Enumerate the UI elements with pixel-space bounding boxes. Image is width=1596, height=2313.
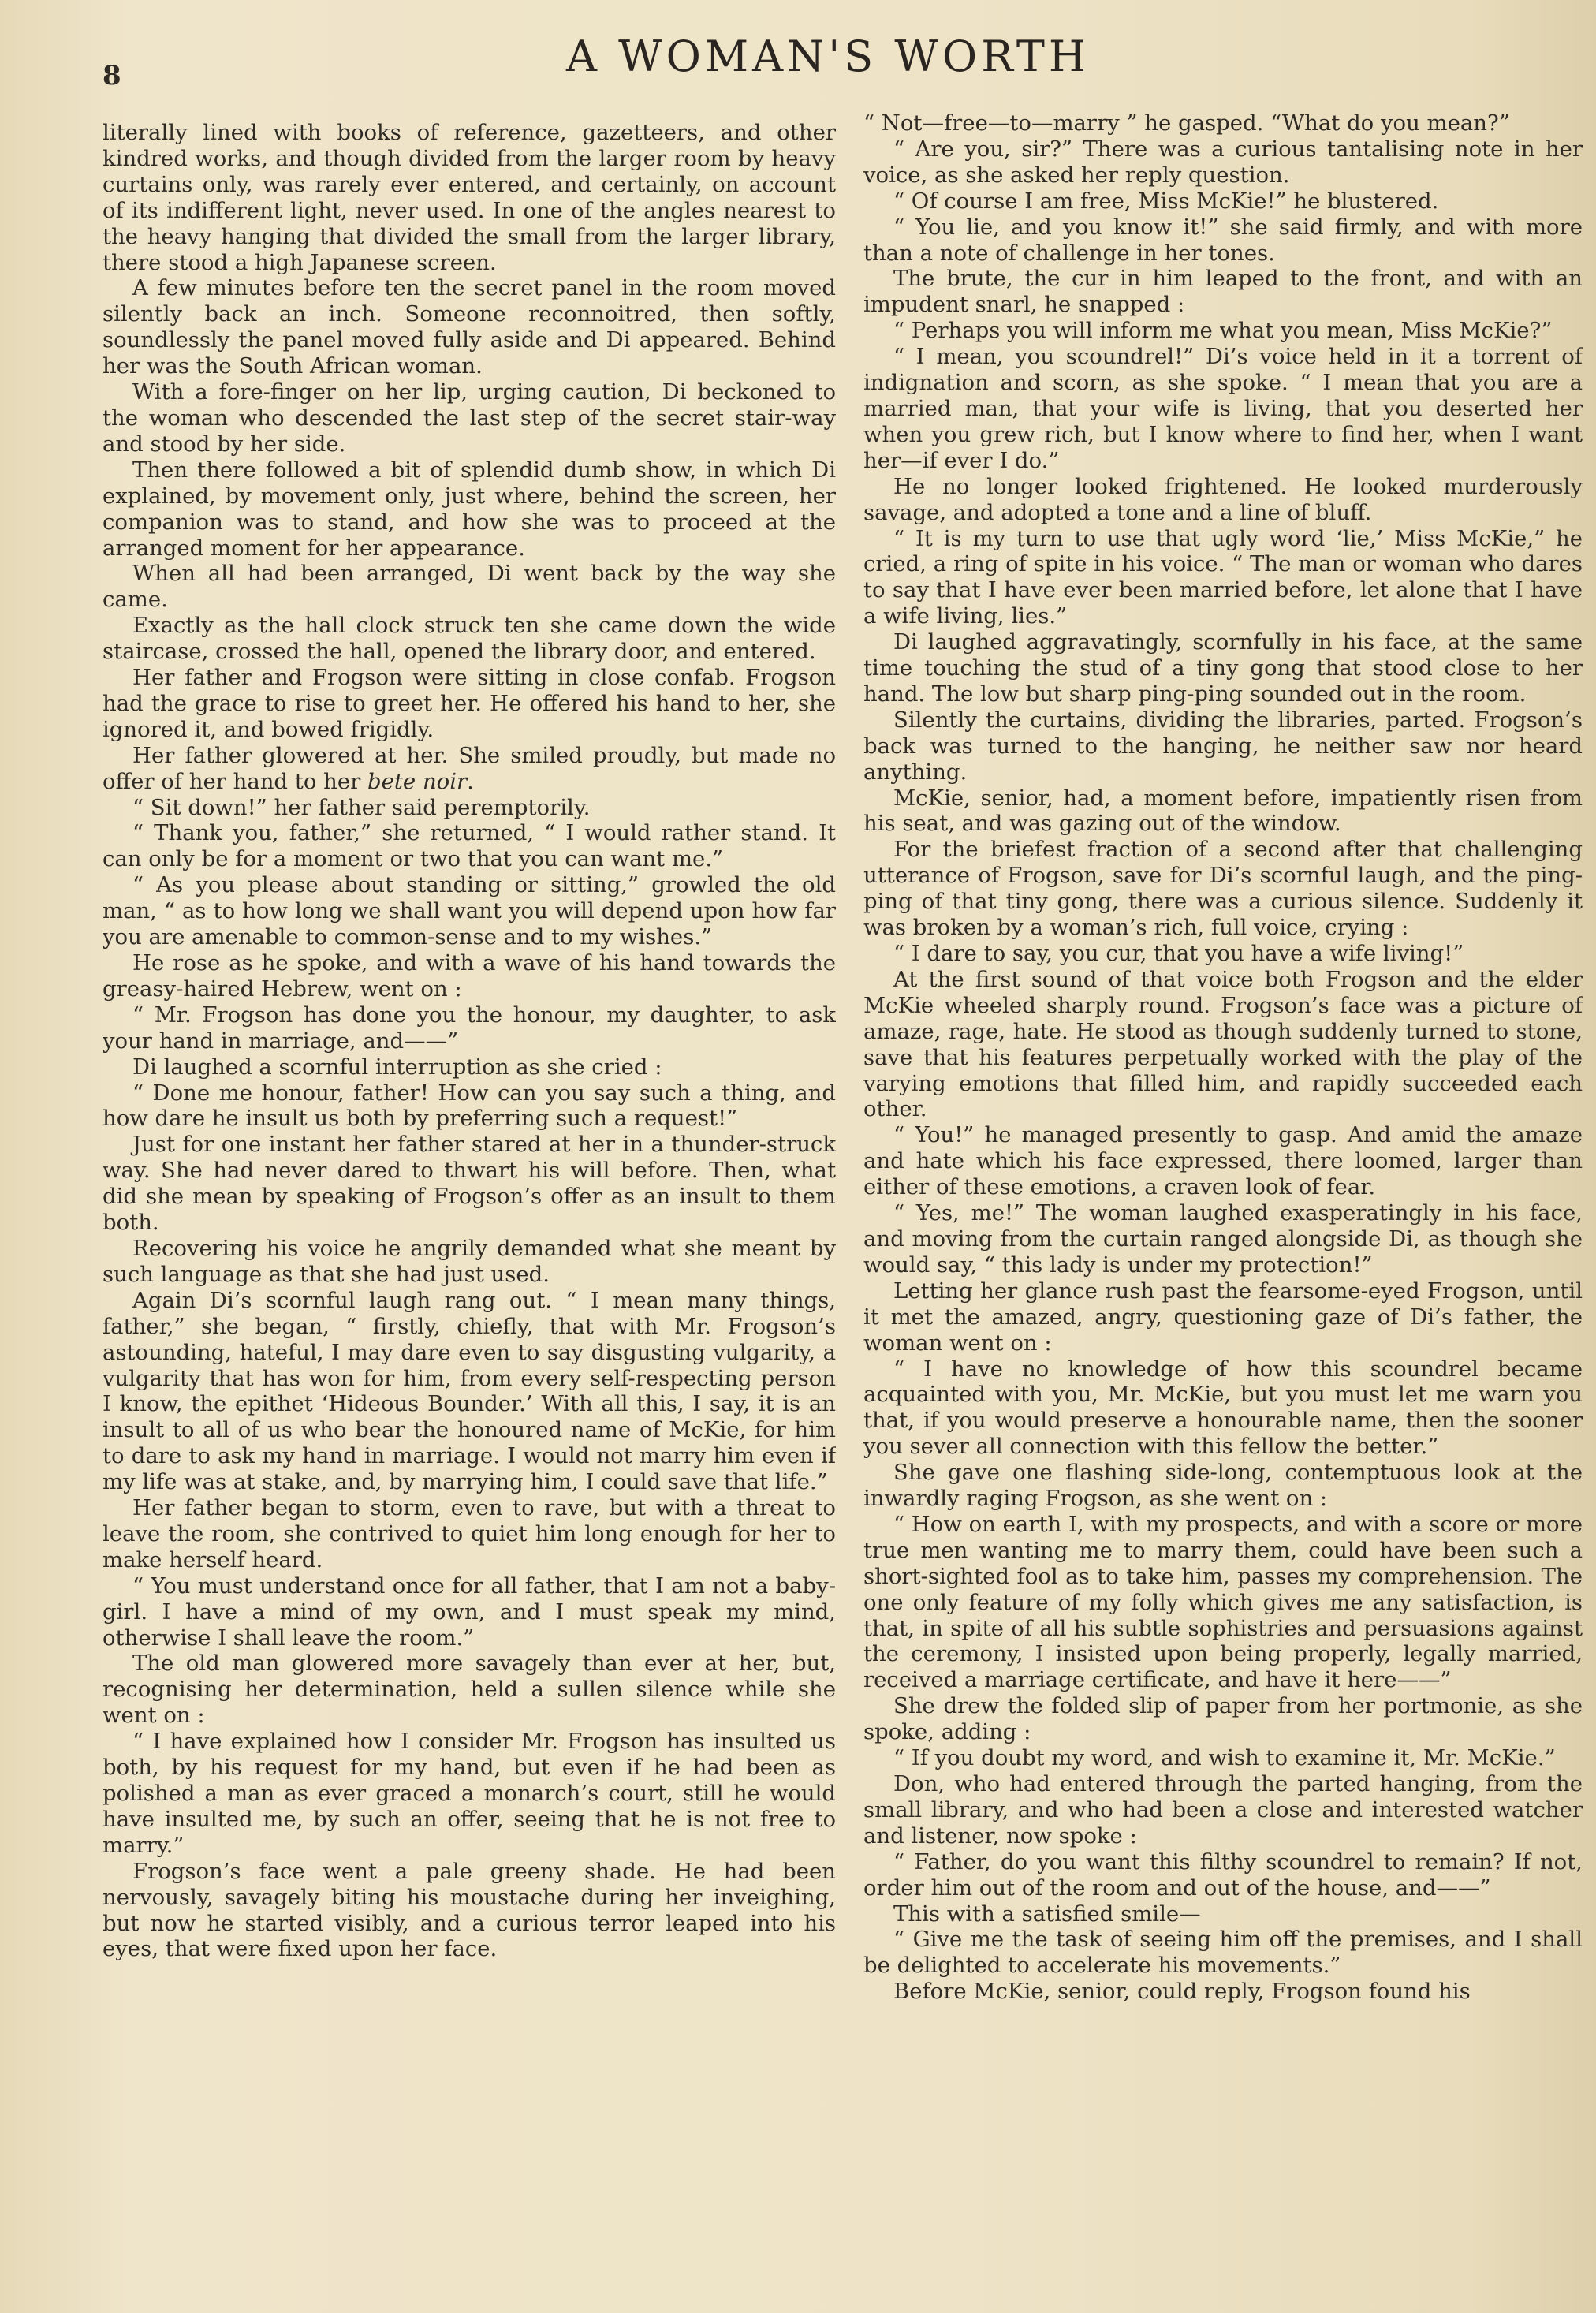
paragraph: “ You lie, and you know it!” she said firmly, and with more than a note of challenge in her tones. (863, 214, 1583, 266)
paragraph: “ Mr. Frogson has done you the honour, my daughter, to ask your hand in marriage, and——” (103, 1002, 836, 1054)
paragraph: When all had been arranged, Di went back by the way she came. (103, 561, 836, 613)
paragraph: The old man glowered more savagely than ever at her, but, recognising her determination, held a sullen silence while she went on : (103, 1651, 836, 1729)
paragraph: Then there followed a bit of splendid dumb show, in which Di explained, by movement only, just where, behind the screen, her companion was to stand, and how she was to proceed at the arranged moment for her appearance. (103, 457, 836, 561)
paragraph: “ It is my turn to use that ugly word ‘lie,’ Miss McKie,” he cried, a ring of spite in his voice. “ The man or woman who dares to say that I have ever been married before, let alone that I have a wife living, lies.” (863, 525, 1583, 629)
page-number: 8 (103, 60, 121, 91)
paragraph: This with a satisfied smile— (893, 1901, 1201, 1927)
paragraph: “ As you please about standing or sitting,” growled the old man, “ as to how long we shall want you will depend upon how far you are amenable to common-sense and to my wishes.” (103, 872, 836, 950)
paragraph: “ Are you, sir?” There was a curious tantalising note in her voice, as she asked her reply question. (863, 136, 1583, 188)
paragraph: Don, who had entered through the parted hanging, from the small library, and who had been a close and interested watcher and listener, now spoke : (863, 1771, 1583, 1849)
paragraph: He rose as he spoke, and with a wave of his hand towards the greasy-haired Hebrew, went on : (103, 950, 836, 1002)
paragraph: “ If you doubt my word, and wish to examine it, Mr. McKie.” (893, 1745, 1556, 1771)
paragraph: Exactly as the hall clock struck ten she came down the wide staircase, crossed the hall, opened the library door, and entered. (103, 613, 836, 665)
paragraph: She drew the folded slip of paper from her portmonie, as she spoke, adding : (863, 1693, 1583, 1745)
paragraph: He no longer looked frightened. He looked murderously savage, and adopted a tone and a line of bluff. (863, 473, 1583, 525)
paragraph: Recovering his voice he angrily demanded what she meant by such language as that she had just used. (103, 1235, 836, 1287)
paragraph: “ I dare to say, you cur, that you have a wife living!” (893, 941, 1464, 966)
paragraph: McKie, senior, had, a moment before, impatiently risen from his seat, and was gazing out of the window. (863, 785, 1583, 837)
paragraph: “ Thank you, father,” she returned, “ I would rather stand. It can only be for a moment or two that you can want me.” (103, 820, 836, 872)
left-text-column (103, 120, 836, 2281)
paragraph: “ Sit down!” her father said peremptorily. (132, 794, 591, 820)
paragraph: “ I have no knowledge of how this scoundrel became acquainted with you, Mr. McKie, but you must let me warn you that, if you would preserve a honourable name, then the sooner you sever all connection with this fellow the better.” (863, 1356, 1583, 1460)
paragraph: “ Of course I am free, Miss McKie!” he blustered. (893, 188, 1439, 214)
paragraph: With a fore-finger on her lip, urging caution, Di beckoned to the woman who descended the last step of the secret stair-way and stood by her side. (103, 379, 836, 457)
paragraph: “ How on earth I, with my prospects, and with a score or more true men wanting me to marry them, could have been such a short-sighted fool as to take him, passes my comprehension. The one only feature of my folly which gives me any satisfaction, is that, in spite of all his subtle sophistries and persuasions against the ceremony, I insisted upon being properly, legally married, received a marriage certificate, and have it here——” (863, 1511, 1583, 1693)
italic-phrase: bete noir (367, 768, 468, 794)
paragraph: “ Father, do you want this filthy scoundrel to remain? If not, order him out of the room and out of the house, and——” (863, 1849, 1583, 1901)
paragraph: “ Perhaps you will inform me what you mean, Miss McKie?” (893, 318, 1553, 344)
paragraph: Di laughed aggravatingly, scornfully in his face, at the same time touching the stud of a tiny gong that stood close to her hand. The low but sharp ping-ping sounded out in the room. (863, 629, 1583, 707)
paragraph: Her father began to storm, even to rave, but with a threat to leave the room, she contrived to quiet him long enough for her to make herself heard. (103, 1495, 836, 1572)
paragraph: Just for one instant her father stared at her in a thunder-struck way. She had never dared to thwart his will before. Then, what did she mean by speaking of Frogson’s offer as an insult to them both. (103, 1132, 836, 1236)
paragraph: Her father glowered at her. She smiled proudly, but made no offer of her hand to her bete noir. (103, 742, 836, 794)
paragraph: “ Not—free—to—marry ” he gasped. “What do you mean?” (863, 110, 1510, 136)
paragraph: “ Yes, me!” The woman laughed exasperatingly in his face, and moving from the curtain ranged alongside Di, as though she would say, “ this lady is under my protection!” (863, 1200, 1583, 1278)
paragraph: The brute, the cur in him leaped to the front, and with an impudent snarl, he snapped : (863, 266, 1583, 318)
paragraph: Before McKie, senior, could reply, Frogson found his (893, 1979, 1471, 2005)
paragraph: “ Done me honour, father! How can you say such a thing, and how dare he insult us both by preferring such a request!” (103, 1080, 836, 1132)
paragraph: literally lined with books of reference, gazetteers, and other kindred works, and though divided from the larger room by heavy curtains only, was rarely ever entered, and certainly, on account of its indifferent light, never used. In one of the angles nearest to the heavy hanging that divided the small from the larger library, there stood a high Japanese screen. (103, 120, 836, 275)
paragraph: Di laughed a scornful interruption as she cried : (132, 1054, 662, 1080)
paragraph: Letting her glance rush past the fearsome-eyed Frogson, until it met the amazed, angry, questioning gaze of Di’s father, the woman went on : (863, 1278, 1583, 1356)
paragraph: She gave one flashing side-long, contemptuous look at the inwardly raging Frogson, as she went on : (863, 1460, 1583, 1512)
page-header (0, 32, 1596, 91)
paragraph: “ I mean, you scoundrel!” Di’s voice held in it a torrent of indignation and scorn, as she spoke. “ I mean that you are a married man, that your wife is living, that you deserted her when you grew rich, but I know where to find her, when I want her—if ever I do.” (863, 344, 1583, 473)
paragraph: Again Di’s scornful laugh rang out. “ I mean many things, father,” she began, “ firstly, chiefly, that with Mr. Frogson’s astounding, hateful, I may dare even to say disgusting vulgarity, a vulgarity that has won for him, from every self-respecting person I know, the epithet ‘Hideous Bounder.’ With all this, I say, it is an insult to all of us who bear the honoured name of McKie, for him to dare to ask my hand in marriage. I would not marry him even if my life was at stake, and, by marrying him, I could save that life.” (103, 1287, 836, 1495)
paragraph: Her father and Frogson were sitting in close confab. Frogson had the grace to rise to greet her. He offered his hand to her, she ignored it, and bowed frigidly. (103, 665, 836, 742)
paragraph: Frogson’s face went a pale greeny shade. He had been nervously, savagely biting his moustache during her inveighing, but now he started visibly, and a curious terror leaped into his eyes, that were fixed upon her face. (103, 1858, 836, 1962)
paragraph: “ You must understand once for all father, that I am not a baby-girl. I have a mind of my own, and I must speak my mind, otherwise I shall leave the room.” (103, 1572, 836, 1651)
right-text-column (863, 110, 1583, 2271)
running-title: A WOMAN'S WORTH (565, 32, 1091, 81)
paragraph: “ I have explained how I consider Mr. Frogson has insulted us both, by his request for my hand, but even if he had been as polished a man as ever graced a monarch’s court, still he would have insulted me, by such an offer, seeing that he is not free to marry.” (103, 1729, 836, 1858)
paragraph: “ Give me the task of seeing him off the premises, and I shall be delighted to accelerate his movements.” (863, 1927, 1583, 1979)
paragraph: “ You!” he managed presently to gasp. And amid the amaze and hate which his face expressed, there loomed, larger than either of these emotions, a craven look of fear. (863, 1122, 1583, 1200)
paragraph: A few minutes before ten the secret panel in the room moved silently back an inch. Someone reconnoitred, then softly, soundlessly the panel moved fully aside and Di appeared. Behind her was the South African woman. (103, 275, 836, 379)
paragraph: Silently the curtains, dividing the libraries, parted. Frogson’s back was turned to the hanging, he neither saw nor heard anything. (863, 707, 1583, 785)
paragraph: At the first sound of that voice both Frogson and the elder McKie wheeled sharply round. Frogson’s face was a picture of amaze, rage, hate. He stood as though suddenly turned to stone, save that his features perpetually worked with the play of the varying emotions that filled him, and rapidly succeeded each other. (863, 966, 1583, 1122)
paragraph: For the briefest fraction of a second after that challenging utterance of Frogson, save for Di’s scornful laugh, and the ping-ping of that tiny gong, there was a curious silence. Suddenly it was broken by a woman’s rich, full voice, crying : (863, 837, 1583, 941)
